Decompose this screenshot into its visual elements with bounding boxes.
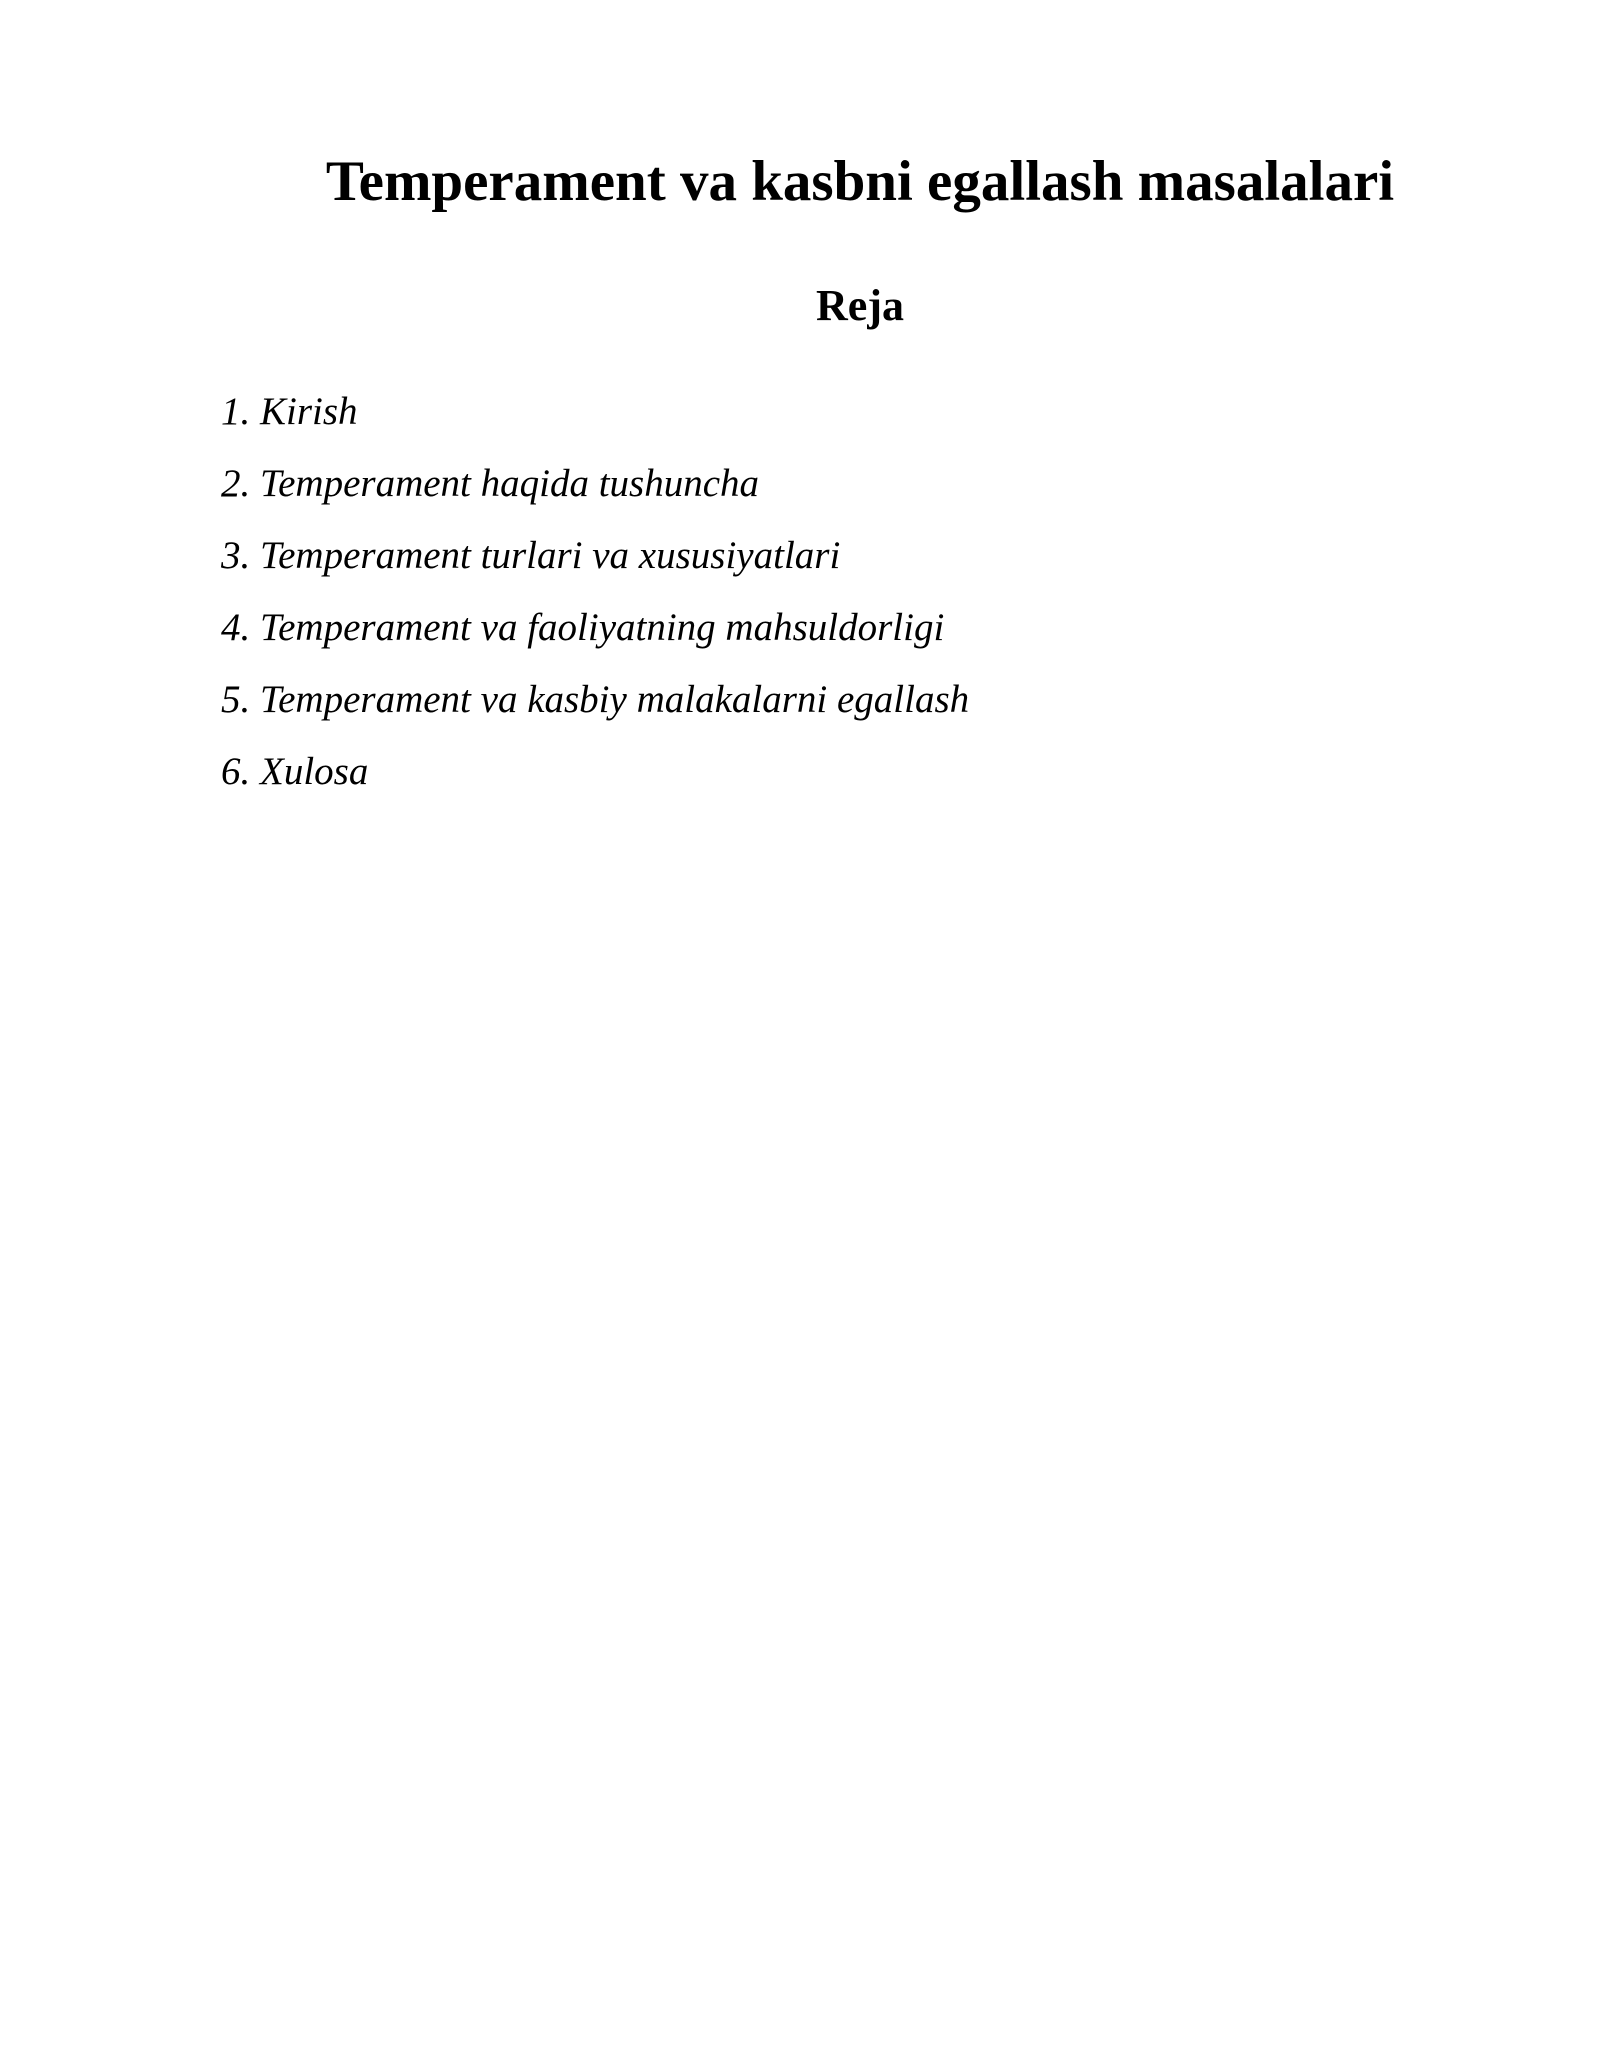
- plan-item-1: 1. Kirish: [221, 390, 358, 433]
- plan-list: [221, 388, 969, 820]
- plan-item-4: 4. Temperament va faoliyatning mahsuldorligi: [221, 606, 945, 649]
- document-title: Temperament va kasbni egallash masalalari: [325, 150, 1395, 213]
- plan-item-2: 2. Temperament haqida tushuncha: [221, 462, 760, 505]
- plan-item-5: 5. Temperament va kasbiy malakalarni egallash: [221, 678, 970, 721]
- plan-item-3: 3. Temperament turlari va xususiyatlari: [221, 534, 841, 577]
- plan-item-6: 6. Xulosa: [221, 750, 369, 793]
- plan-heading: Reja: [816, 281, 904, 330]
